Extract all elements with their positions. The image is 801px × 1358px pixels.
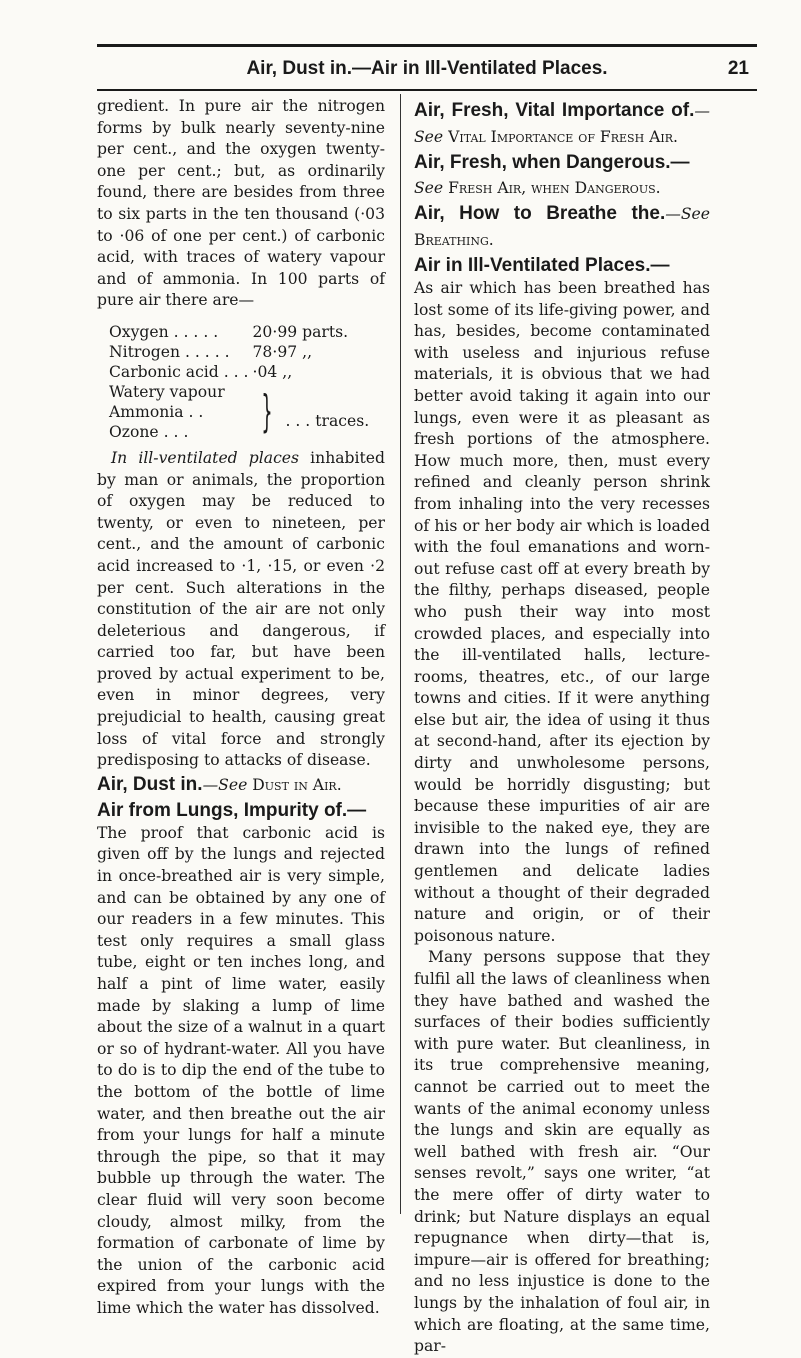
table-row <box>107 322 371 342</box>
air-composition-table <box>107 322 371 442</box>
cross-reference: Dust in Air. <box>252 775 342 794</box>
italic-lead: In ill-ventilated places <box>111 448 300 467</box>
running-title: Air, Dust in.—Air in Ill-Ventilated Places. <box>246 58 608 79</box>
right-column <box>414 96 710 1358</box>
component-name: Watery vapour <box>109 382 225 401</box>
left-column <box>97 96 385 1320</box>
brace-icon: } <box>260 385 273 437</box>
entry-heading-vital: Air, Fresh, Vital Importance of.—See Vital Importance of Fresh Air. <box>414 100 710 146</box>
column-divider <box>400 94 401 1214</box>
traces-group <box>107 382 251 442</box>
component-value: 78·97 ,, <box>252 342 313 361</box>
component-name: Ammonia . . <box>109 402 204 421</box>
traces-label: . . . traces. <box>285 411 370 430</box>
table-row <box>107 382 371 442</box>
component-name: Oxygen . . . . . <box>109 322 219 341</box>
paragraph-ill-ventilated: In ill-ventilated places inhabited by man or animals, the proportion of oxygen may be reduced to twenty, or even to nineteen, per cent., and the amount of carbonic acid increased to ·1, ·15, or even ·2 per cent. Such alterations in the constitution of the air are not only deleterious and dangerous, if carried too far, but have been proved by actual experiment to be, even in minor degrees, very prejudicial to health, causing great loss of vital force and strongly predisposing to attacks of disease. <box>97 448 385 770</box>
entry-heading-dangerous: Air, Fresh, when Dangerous.— See Fresh Air, when Dangerous. <box>414 152 690 197</box>
cross-reference: Breathing. <box>414 231 494 249</box>
header-rule <box>97 89 757 91</box>
entry-heading-breathe: Air, How to Breathe the.—See Breathing. <box>414 203 710 249</box>
component-name: Carbonic acid . . . <box>109 362 249 381</box>
table-row <box>107 362 371 382</box>
entry-heading-ill-ventilated: Air in Ill-Ventilated Places.— <box>414 255 670 276</box>
component-name: Nitrogen . . . . . <box>109 342 230 361</box>
cross-reference: Vital Importance of Fresh Air. <box>448 128 678 146</box>
paragraph-cleanliness: Many persons suppose that they fulfil all the laws of cleanliness when they have bathed and washed the surfaces of their bodies sufficiently with pure water. But cleanliness, in its true comprehensive meaning, cannot be carried out to meet the wants of the animal economy unless the lungs and skin are equally as well bathed with fresh air. “Our senses revolt,” says one writer, “at the mere offer of dirty water to drink; but Nature displays an equal repugnance when dirty—that is, impure—air is offered for breathing; and no less injustice is done to the lungs by the inhalation of foul air, in which are floating, at the same time, par- <box>414 948 710 1356</box>
paragraph-gredient: gredient. In pure air the nitrogen forms by bulk nearly seventy-nine per cent., and the oxygen twenty-one per cent.; but, as ordinarily found, there are besides from three to six parts in the ten thousand (·03 to ·06 of one per cent.) of carbonic acid, with traces of watery vapour and of ammonia. In 100 parts of pure air there are— <box>97 97 385 310</box>
table-row <box>107 342 371 362</box>
page-number: 21 <box>727 58 749 79</box>
component-value: ·04 ,, <box>252 362 293 381</box>
component-value: 20·99 parts. <box>252 322 349 341</box>
paragraph-lungs: The proof that carbonic acid is given off by the lungs and rejected in once-breathed air is very simple, and can be obtained by any one of our readers in a few minutes. This test only requires a small glass tube, eight or ten inches long, and half a pint of lime water, easily made by slaking a lump of lime about the size of a walnut in a quart or so of hydrant-water. All you have to do is to dip the end of the tube to the bottom of the bottle of lime water, and then breathe out the air from your lungs for half a minute through the pipe, so that it may bubble up through the water. The clear fluid will very soon become cloudy, almost milky, from the formation of carbonate of lime by the union of the carbonic acid expired from your lungs with the lime which the water has dissolved. <box>97 823 385 1317</box>
top-rule <box>97 44 757 47</box>
cross-reference: Fresh Air, when Dangerous. <box>448 179 661 197</box>
component-name: Ozone . . . <box>109 422 189 441</box>
page-header <box>97 58 757 88</box>
entry-heading-lungs: Air from Lungs, Impurity of.— <box>97 799 367 821</box>
paragraph-ill-ventilated-air: As air which has been breathed has lost some of its life-giving power, and has, besides, become contaminated with useless and injurious refuse materials, it is obvious that we had better avoid taking it again into our lungs, even were it as pleasant as fresh portions of the atmosphere. How much more, then, must every refined and cleanly person shrink from inhaling into the very recesses of his or her body air which is loaded with the foul emanations and worn-out refuse cast off at every breath by the filthy, perhaps diseased, people who push their way into most crowded places, and especially into the ill-ventilated halls, lecture-rooms, theatres, etc., of our large towns and cities. If it were anything else but air, the idea of using it thus at second-hand, after its ejection by dirty and unwholesome persons, would be horridly disgusting; but because these impurities of air are invisible to the naked eye, they are drawn into the lungs of refined gentlemen and delicate ladies without a thought of their degraded nature and origin, or of their poisonous nature. <box>414 279 710 945</box>
entry-heading-dust: Air, Dust in.—See Dust in Air. <box>97 773 342 795</box>
